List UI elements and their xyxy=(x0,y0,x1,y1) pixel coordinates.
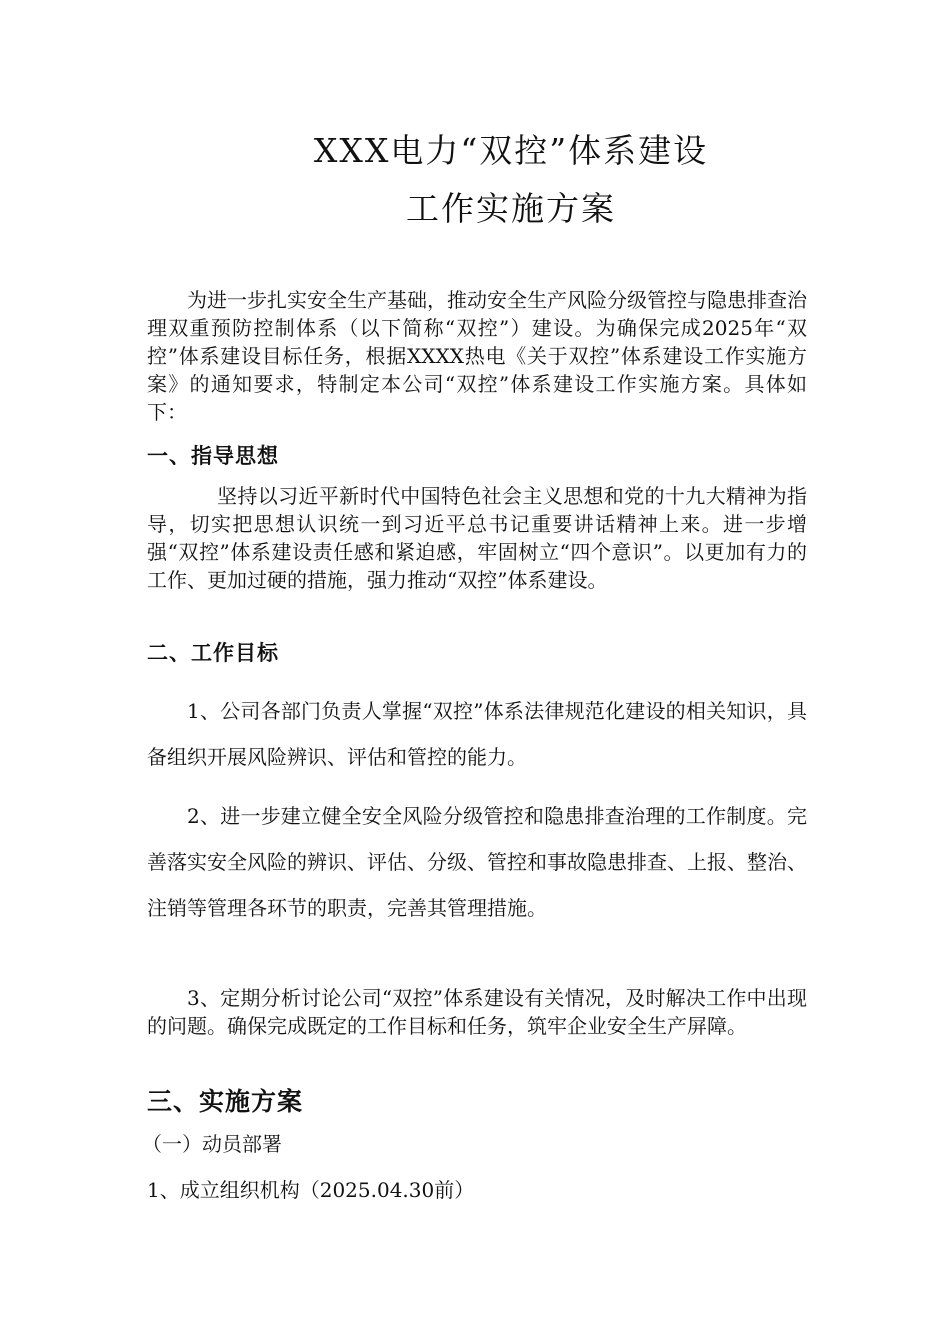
section2-item3: 3、定期分析讨论公司“双控”体系建设有关情况，及时解决工作中出现的问题。确保完成既定的工作目标和任务，筑牢企业安全生产屏障。 xyxy=(147,986,807,1038)
document-title-line1: XXX电力“双控”体系建设 xyxy=(313,131,709,170)
section2-item1: 1、公司各部门负责人掌握“双控”体系法律规范化建设的相关知识，具备组织开展风险辨识、评估和管控的能力。 xyxy=(147,699,807,769)
intro-paragraph: 为进一步扎实安全生产基础，推动安全生产风险分级管控与隐患排查治理双重预防控制体系（以下简称“双控”）建设。为确保完成2025年“双控”体系建设目标任务，根据XXXX热电《关于双控”体系建设工作实施方案》的通知要求，特制定本公司“双控”体系建设工作实施方案。具体如下： xyxy=(147,288,807,424)
section3-item1: 1、成立组织机构（2025.04.30前） xyxy=(147,1178,475,1202)
section3-heading: 三、实施方案 xyxy=(147,1087,304,1116)
section2-item2: 2、进一步建立健全安全风险分级管控和隐患排查治理的工作制度。完善落实安全风险的辨识、评估、分级、管控和事故隐患排查、上报、整治、注销等管理各环节的职责，完善其管理措施。 xyxy=(147,804,807,920)
section2-heading: 二、工作目标 xyxy=(147,641,279,665)
document-title-line2: 工作实施方案 xyxy=(406,189,616,228)
section1-body: 坚持以习近平新时代中国特色社会主义思想和党的十九大精神为指导，切实把思想认识统一到习近平总书记重要讲话精神上来。进一步增强“双控”体系建设责任感和紧迫感，牢固树立“四个意识”。以更加有力的工作、更加过硬的措施，强力推动“双控”体系建设。 xyxy=(147,484,807,592)
section1-heading: 一、指导思想 xyxy=(147,444,279,468)
section3-sub1: （一）动员部署 xyxy=(142,1132,282,1156)
